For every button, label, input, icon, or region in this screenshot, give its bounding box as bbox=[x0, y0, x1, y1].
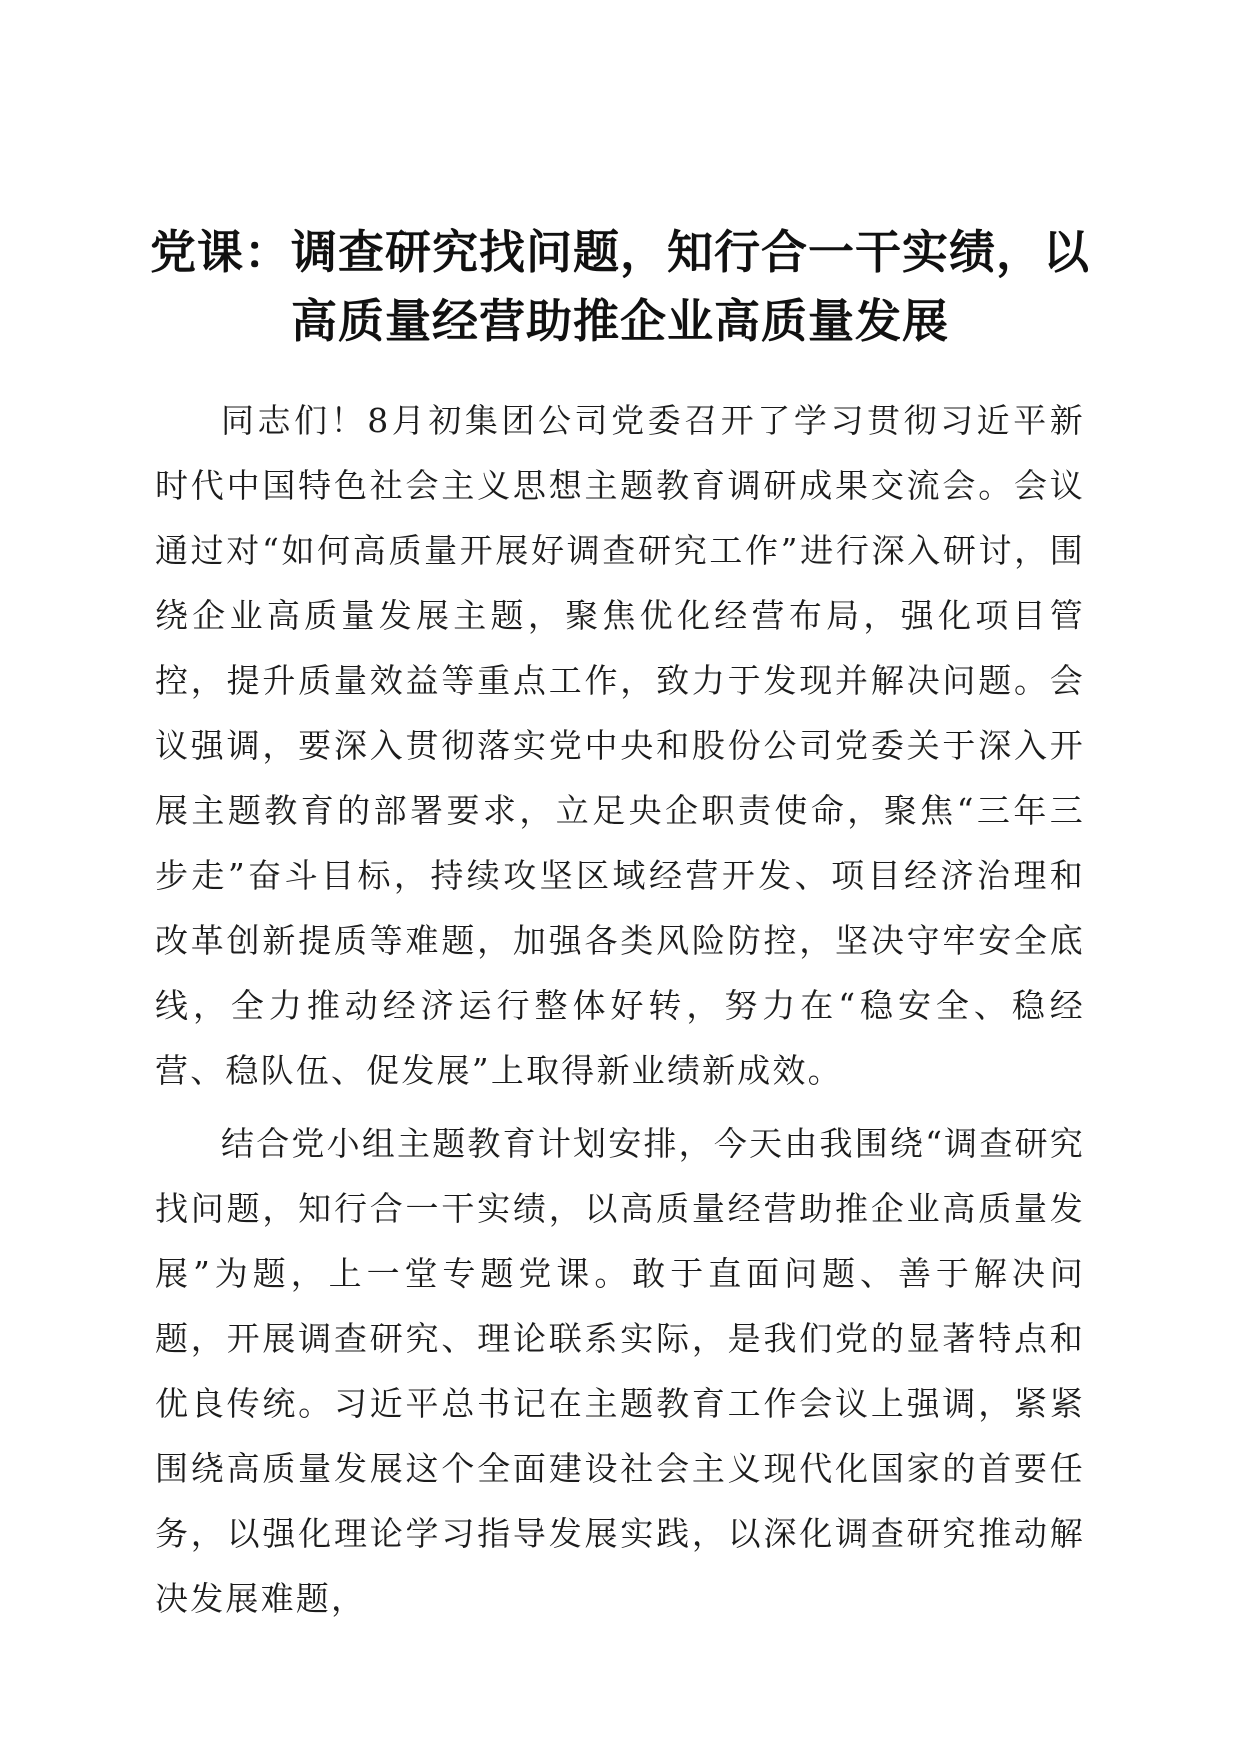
document-body bbox=[155, 388, 1085, 1631]
paragraph: 结合党小组主题教育计划安排，今天由我围绕“调查研究找问题，知行合一干实绩，以高质量经营助推企业高质量发展”为题，上一堂专题党课。敢于直面问题、善于解决问题，开展调查研究、理论联系实际，是我们党的显著特点和优良传统。习近平总书记在主题教育工作会议上强调，紧紧围绕高质量发展这个全面建设社会主义现代化国家的首要任务，以强化理论学习指导发展实践，以深化调查研究推动解决发展难题， bbox=[155, 1124, 1085, 1618]
paragraph: 同志们！8月初集团公司党委召开了学习贯彻习近平新时代中国特色社会主义思想主题教育调研成果交流会。会议通过对“如何高质量开展好调查研究工作”进行深入研讨，围绕企业高质量发展主题，聚焦优化经营布局，强化项目管控，提升质量效益等重点工作，致力于发现并解决问题。会议强调，要深入贯彻落实党中央和股份公司党委关于深入开展主题教育的部署要求，立足央企职责使命，聚焦“三年三步走”奋斗目标，持续攻坚区域经营开发、项目经济治理和改革创新提质等难题，加强各类风险防控，坚决守牢安全底线，全力推动经济运行整体好转，努力在“稳安全、稳经营、稳队伍、促发展”上取得新业绩新成效。 bbox=[155, 401, 1085, 1090]
document-title bbox=[150, 218, 1090, 356]
title-line-2: 高质量经营助推企业高质量发展 bbox=[291, 294, 949, 348]
title-line-1: 党课：调查研究找问题，知行合一干实绩，以 bbox=[150, 225, 1090, 279]
